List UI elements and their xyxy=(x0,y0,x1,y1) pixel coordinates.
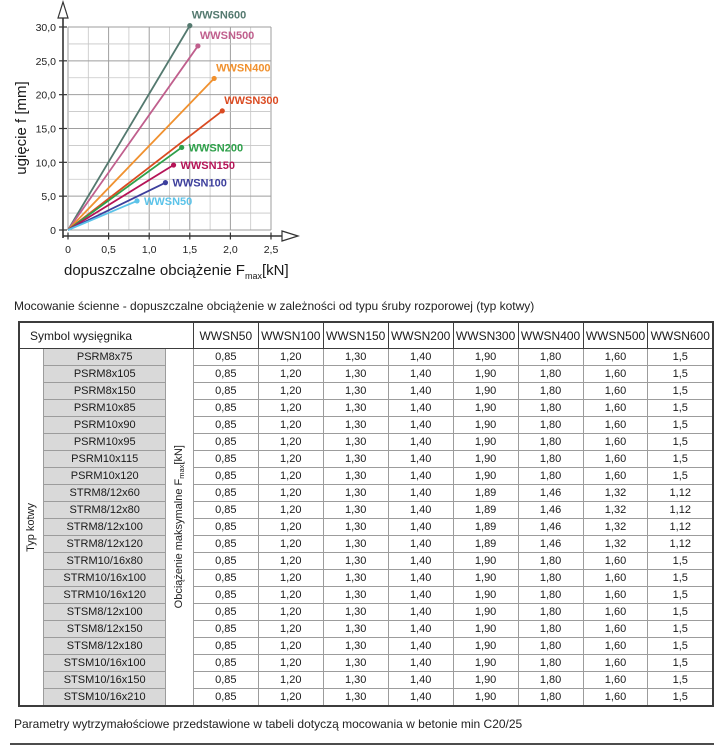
row-group-label-cell xyxy=(19,349,44,707)
load-value-cell: 1,32 xyxy=(583,536,648,553)
load-value-cell: 0,85 xyxy=(193,536,258,553)
symbol-header-cell: Symbol wysięgnika xyxy=(19,322,193,349)
load-value-cell: 1,5 xyxy=(648,655,713,672)
load-value-cell: 1,60 xyxy=(583,451,648,468)
table-row xyxy=(19,655,713,672)
table-row xyxy=(19,570,713,587)
load-value-cell: 0,85 xyxy=(193,604,258,621)
load-value-cell: 1,20 xyxy=(258,485,323,502)
load-value-cell: 1,80 xyxy=(518,400,583,417)
load-value-cell: 1,90 xyxy=(453,604,518,621)
WWSN150-label: WWSN150 xyxy=(180,160,235,173)
column-header-WWSN600: WWSN600 xyxy=(648,322,713,349)
anchor-name-cell: PSRM8x150 xyxy=(44,383,166,400)
load-value-cell: 0,85 xyxy=(193,502,258,519)
load-value-cell: 0,85 xyxy=(193,570,258,587)
load-value-cell: 1,30 xyxy=(323,468,388,485)
load-value-cell: 1,40 xyxy=(388,553,453,570)
load-value-cell: 1,60 xyxy=(583,417,648,434)
load-value-cell: 1,60 xyxy=(583,400,648,417)
anchor-name-cell: STRM10/16x80 xyxy=(44,553,166,570)
anchor-name-cell: STRM8/12x60 xyxy=(44,485,166,502)
load-value-cell: 1,90 xyxy=(453,400,518,417)
load-value-cell: 0,85 xyxy=(193,655,258,672)
load-value-cell: 1,5 xyxy=(648,349,713,366)
load-value-cell: 1,80 xyxy=(518,366,583,383)
load-value-cell: 1,20 xyxy=(258,570,323,587)
load-value-cell: 1,90 xyxy=(453,417,518,434)
WWSN400-point xyxy=(212,76,217,81)
load-value-cell: 1,40 xyxy=(388,536,453,553)
load-value-cell: 1,40 xyxy=(388,417,453,434)
table-row xyxy=(19,434,713,451)
load-value-cell: 0,85 xyxy=(193,638,258,655)
x-tick-label: 2,5 xyxy=(263,244,279,256)
load-value-cell: 0,85 xyxy=(193,621,258,638)
column-header-WWSN100: WWSN100 xyxy=(258,322,323,349)
anchor-name-cell: PSRM10x115 xyxy=(44,451,166,468)
table-caption: Mocowanie ścienne - dopuszczalne obciążenie w zależności od typu śruby rozporowej (typ kotwy) xyxy=(14,299,535,313)
load-value-cell: 1,32 xyxy=(583,502,648,519)
load-value-cell: 1,5 xyxy=(648,621,713,638)
load-value-cell: 1,30 xyxy=(323,570,388,587)
load-value-cell: 1,80 xyxy=(518,434,583,451)
column-header-WWSN50: WWSN50 xyxy=(193,322,258,349)
table-row xyxy=(19,672,713,689)
y-tick-label: 20,0 xyxy=(35,89,56,102)
WWSN200-label: WWSN200 xyxy=(188,142,244,155)
load-value-cell: 1,80 xyxy=(518,349,583,366)
load-value-cell: 1,90 xyxy=(453,655,518,672)
load-value-cell: 1,20 xyxy=(258,638,323,655)
y-tick-label: 30,0 xyxy=(35,22,56,34)
anchor-name-cell: STSM10/16x100 xyxy=(44,655,166,672)
load-value-cell: 1,20 xyxy=(258,468,323,485)
load-value-cell: 1,90 xyxy=(453,570,518,587)
load-value-cell: 1,60 xyxy=(583,468,648,485)
load-value-cell: 1,80 xyxy=(518,417,583,434)
table-row xyxy=(19,553,713,570)
load-value-cell: 1,30 xyxy=(323,383,388,400)
anchor-name-cell: STSM10/16x210 xyxy=(44,689,166,707)
load-value-cell: 1,90 xyxy=(453,553,518,570)
load-value-cell: 1,40 xyxy=(388,468,453,485)
table-row xyxy=(19,468,713,485)
WWSN100-point xyxy=(163,180,168,185)
load-value-cell: 1,40 xyxy=(388,485,453,502)
anchor-name-cell: STRM8/12x100 xyxy=(44,519,166,536)
WWSN150-point xyxy=(171,162,176,167)
load-value-cell: 1,30 xyxy=(323,638,388,655)
load-value-cell: 1,20 xyxy=(258,349,323,366)
anchor-name-cell: PSRM8x105 xyxy=(44,366,166,383)
anchor-name-cell: STRM8/12x120 xyxy=(44,536,166,553)
WWSN400-label: WWSN400 xyxy=(216,62,271,75)
load-value-cell: 1,89 xyxy=(453,502,518,519)
y-axis-arrow xyxy=(58,2,68,18)
anchor-name-cell: PSRM10x90 xyxy=(44,417,166,434)
WWSN300-point xyxy=(220,108,225,113)
load-value-cell: 1,40 xyxy=(388,587,453,604)
load-value-cell: 1,80 xyxy=(518,468,583,485)
load-value-cell: 1,30 xyxy=(323,519,388,536)
column-header-WWSN300: WWSN300 xyxy=(453,322,518,349)
load-value-cell: 1,60 xyxy=(583,689,648,707)
load-value-cell: 1,90 xyxy=(453,366,518,383)
load-value-cell: 1,60 xyxy=(583,553,648,570)
load-value-cell: 1,60 xyxy=(583,621,648,638)
load-value-cell: 1,89 xyxy=(453,519,518,536)
y-tick-label: 25,0 xyxy=(35,55,56,68)
load-value-cell: 1,20 xyxy=(258,434,323,451)
load-value-cell: 1,90 xyxy=(453,638,518,655)
load-value-cell: 1,30 xyxy=(323,553,388,570)
load-value-cell: 1,20 xyxy=(258,383,323,400)
WWSN50-label: WWSN50 xyxy=(144,195,193,208)
load-value-cell: 1,5 xyxy=(648,451,713,468)
load-value-cell: 1,89 xyxy=(453,485,518,502)
load-value-cell: 1,30 xyxy=(323,621,388,638)
WWSN300-label: WWSN300 xyxy=(224,94,279,107)
load-value-cell: 1,46 xyxy=(518,485,583,502)
table-row xyxy=(19,383,713,400)
load-value-cell: 0,85 xyxy=(193,400,258,417)
load-value-cell: 1,30 xyxy=(323,672,388,689)
load-value-cell: 1,20 xyxy=(258,621,323,638)
load-value-cell: 1,80 xyxy=(518,570,583,587)
table-row xyxy=(19,689,713,707)
load-value-cell: 1,40 xyxy=(388,366,453,383)
load-value-cell: 0,85 xyxy=(193,434,258,451)
load-value-cell: 1,5 xyxy=(648,672,713,689)
load-value-cell: 1,80 xyxy=(518,383,583,400)
WWSN500-point xyxy=(195,43,200,48)
load-value-cell: 1,5 xyxy=(648,604,713,621)
load-value-cell: 1,80 xyxy=(518,689,583,707)
load-value-cell: 0,85 xyxy=(193,672,258,689)
load-value-cell: 1,20 xyxy=(258,400,323,417)
load-value-cell: 1,60 xyxy=(583,349,648,366)
load-value-cell: 1,90 xyxy=(453,587,518,604)
load-value-cell: 1,80 xyxy=(518,553,583,570)
load-value-cell: 1,20 xyxy=(258,417,323,434)
WWSN500-label: WWSN500 xyxy=(199,29,255,42)
load-value-cell: 1,30 xyxy=(323,366,388,383)
load-value-cell: 1,40 xyxy=(388,400,453,417)
load-value-cell: 1,32 xyxy=(583,485,648,502)
table-row xyxy=(19,536,713,553)
load-value-cell: 1,80 xyxy=(518,587,583,604)
table-row xyxy=(19,451,713,468)
table-row xyxy=(19,366,713,383)
table-row xyxy=(19,349,713,366)
load-value-cell: 1,60 xyxy=(583,366,648,383)
load-value-cell: 1,20 xyxy=(258,519,323,536)
load-value-cell: 1,40 xyxy=(388,502,453,519)
load-value-cell: 1,40 xyxy=(388,604,453,621)
load-value-cell: 0,85 xyxy=(193,451,258,468)
load-value-cell: 1,30 xyxy=(323,502,388,519)
load-value-cell: 0,85 xyxy=(193,553,258,570)
load-value-cell: 1,40 xyxy=(388,383,453,400)
load-value-cell: 1,30 xyxy=(323,689,388,707)
load-value-cell: 1,46 xyxy=(518,519,583,536)
load-value-cell: 0,85 xyxy=(193,689,258,707)
column-header-WWSN150: WWSN150 xyxy=(323,322,388,349)
y-tick-label: 15,0 xyxy=(35,123,56,136)
load-value-cell: 1,40 xyxy=(388,621,453,638)
anchor-name-cell: STSM8/12x180 xyxy=(44,638,166,655)
load-value-cell: 1,90 xyxy=(453,621,518,638)
load-value-cell: 1,40 xyxy=(388,570,453,587)
load-value-cell: 0,85 xyxy=(193,366,258,383)
load-value-cell: 1,5 xyxy=(648,587,713,604)
load-value-cell: 1,30 xyxy=(323,349,388,366)
load-value-cell: 1,40 xyxy=(388,519,453,536)
table-row xyxy=(19,417,713,434)
anchor-name-cell: PSRM10x120 xyxy=(44,468,166,485)
load-value-cell: 1,30 xyxy=(323,434,388,451)
load-value-cell: 1,40 xyxy=(388,349,453,366)
load-value-cell: 1,30 xyxy=(323,604,388,621)
table-row xyxy=(19,485,713,502)
load-value-cell: 1,60 xyxy=(583,604,648,621)
anchor-name-cell: PSRM8x75 xyxy=(44,349,166,366)
load-value-cell: 1,60 xyxy=(583,587,648,604)
column-header-WWSN200: WWSN200 xyxy=(388,322,453,349)
load-value-cell: 0,85 xyxy=(193,587,258,604)
bottom-divider xyxy=(10,743,714,745)
load-value-cell: 1,30 xyxy=(323,485,388,502)
load-value-cell: 1,46 xyxy=(518,502,583,519)
y-tick-label: 5,0 xyxy=(41,191,56,204)
load-value-cell: 1,90 xyxy=(453,689,518,707)
load-value-cell: 1,46 xyxy=(518,536,583,553)
load-value-cell: 1,30 xyxy=(323,400,388,417)
load-value-cell: 1,5 xyxy=(648,468,713,485)
anchor-name-cell: STRM10/16x100 xyxy=(44,570,166,587)
load-value-cell: 0,85 xyxy=(193,468,258,485)
load-value-cell: 0,85 xyxy=(193,349,258,366)
y-tick-label: 0 xyxy=(50,225,56,237)
WWSN200-line xyxy=(68,147,182,230)
load-value-cell: 1,80 xyxy=(518,672,583,689)
table-row xyxy=(19,621,713,638)
fmax-column-label: Obciążenie maksymalne $F_{max}[kN]$ xyxy=(172,445,186,609)
load-value-cell: 1,12 xyxy=(648,519,713,536)
load-value-cell: 1,5 xyxy=(648,383,713,400)
load-value-cell: 1,5 xyxy=(648,553,713,570)
load-value-cell: 1,32 xyxy=(583,519,648,536)
load-value-cell: 1,5 xyxy=(648,434,713,451)
load-value-cell: 1,40 xyxy=(388,655,453,672)
column-header-WWSN500: WWSN500 xyxy=(583,322,648,349)
x-tick-label: 1,0 xyxy=(141,244,157,256)
load-value-cell: 1,12 xyxy=(648,502,713,519)
load-value-cell: 1,20 xyxy=(258,689,323,707)
load-value-cell: 1,90 xyxy=(453,672,518,689)
x-tick-label: 0 xyxy=(65,244,71,256)
anchor-name-cell: STSM10/16x150 xyxy=(44,672,166,689)
table-row xyxy=(19,638,713,655)
load-value-cell: 1,20 xyxy=(258,366,323,383)
load-value-cell: 1,5 xyxy=(648,570,713,587)
anchor-name-cell: PSRM10x85 xyxy=(44,400,166,417)
load-value-cell: 1,90 xyxy=(453,349,518,366)
table-row xyxy=(19,400,713,417)
load-value-cell: 1,20 xyxy=(258,655,323,672)
load-value-cell: 1,60 xyxy=(583,383,648,400)
anchor-name-cell: PSRM10x95 xyxy=(44,434,166,451)
load-value-cell: 1,5 xyxy=(648,689,713,707)
load-value-cell: 1,40 xyxy=(388,689,453,707)
load-value-cell: 1,60 xyxy=(583,655,648,672)
load-value-cell: 0,85 xyxy=(193,519,258,536)
load-value-cell: 1,20 xyxy=(258,553,323,570)
load-table xyxy=(18,321,714,707)
load-value-cell: 1,90 xyxy=(453,383,518,400)
load-value-cell: 1,20 xyxy=(258,672,323,689)
deflection-chart xyxy=(6,0,714,293)
typ-kotwy-label: Typ kotwy xyxy=(25,502,38,552)
load-value-cell: 0,85 xyxy=(193,485,258,502)
x-axis-arrow xyxy=(282,231,298,241)
deflection-chart-svg xyxy=(6,0,306,288)
load-value-cell: 1,5 xyxy=(648,638,713,655)
y-axis-title: ugięcie f [mm] xyxy=(13,81,30,175)
load-value-cell: 1,30 xyxy=(323,587,388,604)
anchor-name-cell: STRM8/12x80 xyxy=(44,502,166,519)
load-value-cell: 0,85 xyxy=(193,417,258,434)
load-value-cell: 0,85 xyxy=(193,383,258,400)
load-value-cell: 1,20 xyxy=(258,604,323,621)
y-tick-label: 10,0 xyxy=(35,157,56,170)
load-value-cell: 1,90 xyxy=(453,451,518,468)
load-value-cell: 1,89 xyxy=(453,536,518,553)
load-value-cell: 1,80 xyxy=(518,621,583,638)
load-value-cell: 1,30 xyxy=(323,536,388,553)
value-group-label-cell xyxy=(166,349,194,707)
load-value-cell: 1,60 xyxy=(583,638,648,655)
table-row xyxy=(19,502,713,519)
load-value-cell: 1,12 xyxy=(648,485,713,502)
table-row xyxy=(19,587,713,604)
load-value-cell: 1,20 xyxy=(258,451,323,468)
load-value-cell: 1,30 xyxy=(323,655,388,672)
load-value-cell: 1,20 xyxy=(258,502,323,519)
anchor-name-cell: STSM8/12x150 xyxy=(44,621,166,638)
load-value-cell: 1,20 xyxy=(258,587,323,604)
load-value-cell: 1,5 xyxy=(648,417,713,434)
load-value-cell: 1,40 xyxy=(388,451,453,468)
load-value-cell: 1,40 xyxy=(388,672,453,689)
load-value-cell: 1,30 xyxy=(323,417,388,434)
WWSN600-point xyxy=(187,23,192,28)
x-tick-label: 2,0 xyxy=(223,244,238,256)
load-value-cell: 1,60 xyxy=(583,570,648,587)
load-value-cell: 1,80 xyxy=(518,604,583,621)
x-tick-label: 0,5 xyxy=(101,244,116,256)
WWSN50-point xyxy=(134,198,139,203)
load-value-cell: 1,60 xyxy=(583,672,648,689)
load-value-cell: 1,80 xyxy=(518,638,583,655)
load-value-cell: 1,60 xyxy=(583,434,648,451)
table-row xyxy=(19,604,713,621)
table-row xyxy=(19,519,713,536)
load-value-cell: 1,80 xyxy=(518,451,583,468)
anchor-name-cell: STRM10/16x120 xyxy=(44,587,166,604)
load-value-cell: 1,12 xyxy=(648,536,713,553)
load-value-cell: 1,30 xyxy=(323,451,388,468)
load-value-cell: 1,90 xyxy=(453,434,518,451)
WWSN600-label: WWSN600 xyxy=(191,9,247,22)
load-value-cell: 1,40 xyxy=(388,434,453,451)
footnote: Parametry wytrzymałościowe przedstawione w tabeli dotyczą mocowania w betonie min C20/25 xyxy=(14,717,523,731)
table-header-row xyxy=(19,322,713,349)
load-value-cell: 1,80 xyxy=(518,655,583,672)
WWSN100-label: WWSN100 xyxy=(172,177,227,190)
anchor-name-cell: STSM8/12x100 xyxy=(44,604,166,621)
column-header-WWSN400: WWSN400 xyxy=(518,322,583,349)
load-value-cell: 1,20 xyxy=(258,536,323,553)
WWSN200-point xyxy=(179,145,184,150)
x-axis-title: dopuszczalne obciążenie $F_{max}[kN]$ xyxy=(64,262,289,281)
load-value-cell: 1,5 xyxy=(648,400,713,417)
load-value-cell: 1,40 xyxy=(388,638,453,655)
load-value-cell: 1,5 xyxy=(648,366,713,383)
load-value-cell: 1,90 xyxy=(453,468,518,485)
x-tick-label: 1,5 xyxy=(182,244,198,256)
